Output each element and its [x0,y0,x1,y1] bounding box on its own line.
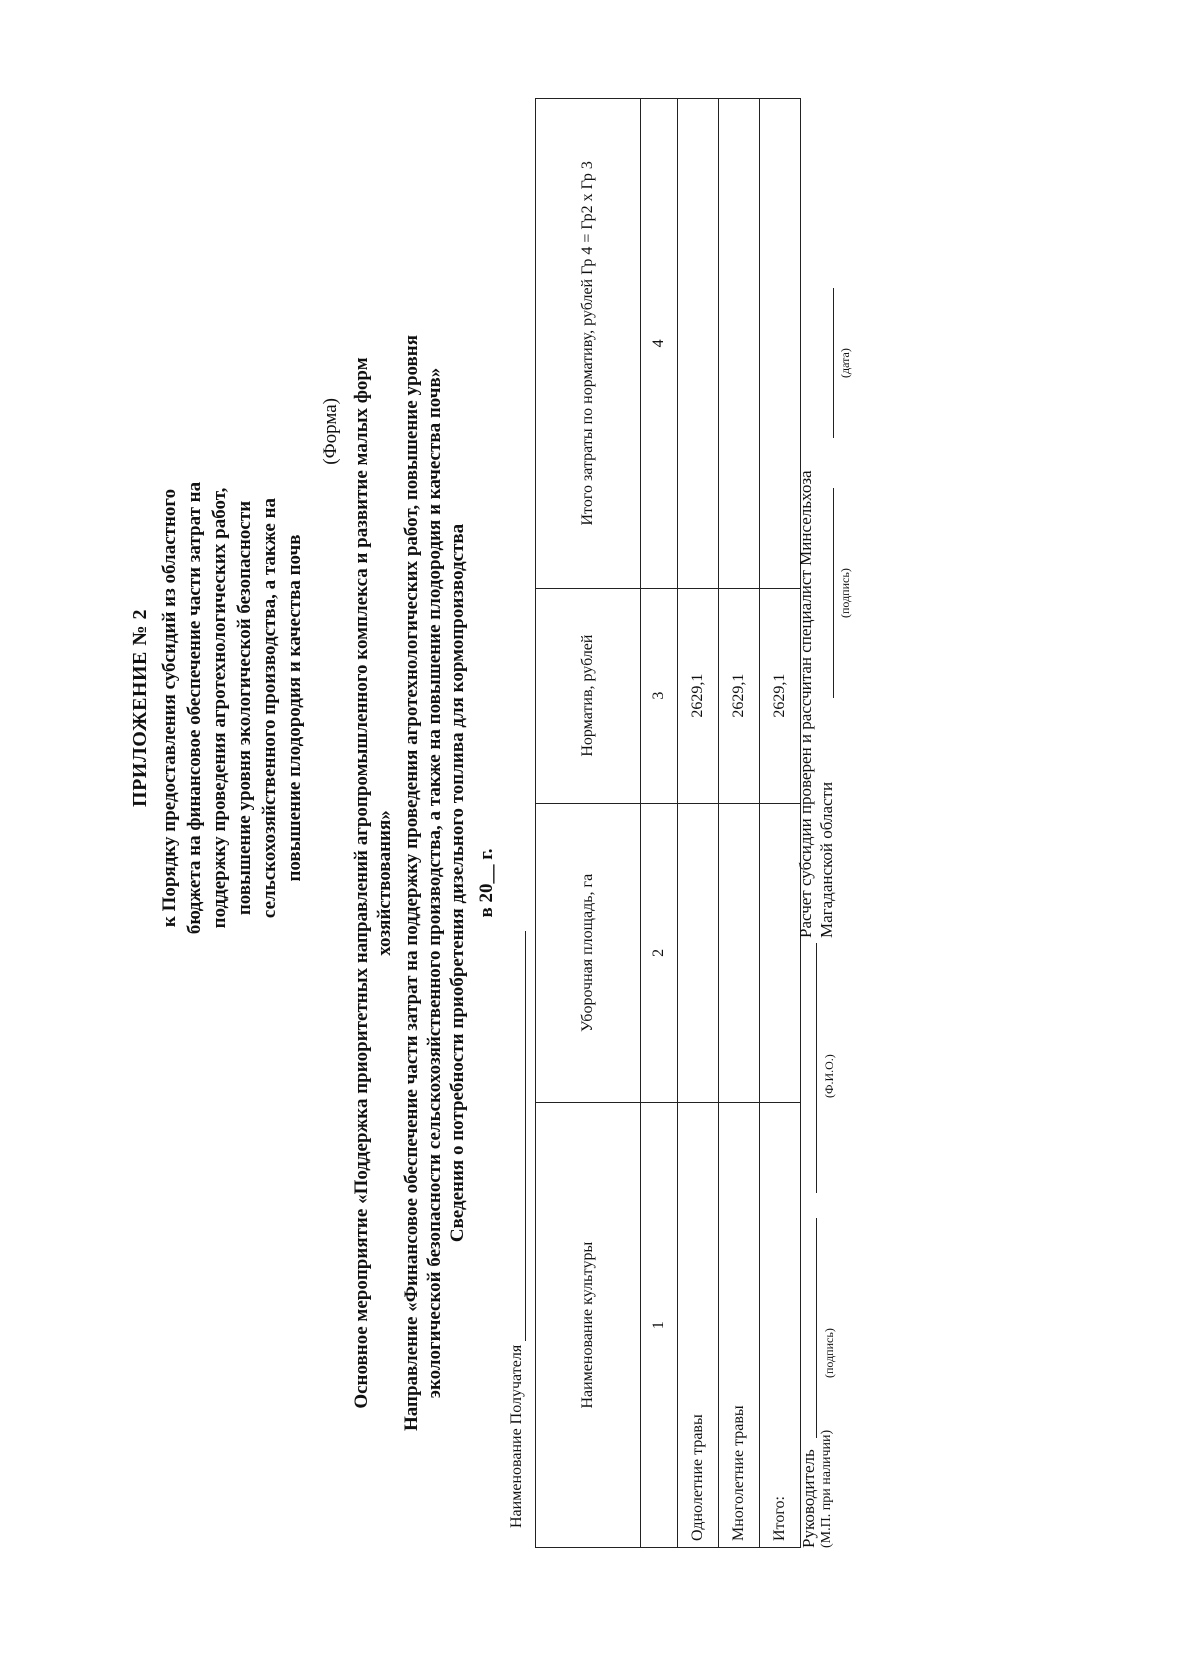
recipient-input-line[interactable] [509,931,526,1341]
appendix-line: к Порядку предоставления субсидий из областного [159,488,180,928]
recipient-label: Наименование Получателя [508,1344,525,1528]
year-title: в 20__ г. [476,848,497,918]
cell-norm: 2629,1 [760,588,801,803]
date-line[interactable] [832,288,834,438]
header-total-cost: Итого затраты по нормативу, рублей Гр 4 = Гр2 х Гр 3 [536,99,641,589]
form-label: (Форма) [320,398,341,465]
head-fio-line[interactable] [815,943,817,1193]
specialist-signature-line[interactable] [832,488,834,698]
header-norm: Норматив, рублей [536,588,641,803]
cell-area[interactable] [719,803,760,1103]
appendix-line: повышение плодородия и качества почв [284,534,305,882]
appendix-line: поддержку проведения агротехнологических работ, [209,487,230,929]
cell-area[interactable] [678,803,719,1103]
table-row [678,99,719,1548]
column-number: 3 [641,588,678,803]
cell-total[interactable] [719,99,760,589]
cell-crop-name: Итого: [760,1103,801,1548]
header-harvest-area: Уборочная площадь, га [536,803,641,1103]
main-event-title-cont: хозяйствования» [374,810,395,956]
column-number: 2 [641,803,678,1103]
head-signature-block [800,1430,836,1548]
cell-crop-name: Многолетние травы [719,1103,760,1548]
fuel-table [535,98,801,1548]
main-event-title: Основное мероприятие «Поддержка приоритетных направлений агропромышленного комплекса и развитие малых форм [351,357,372,1409]
table-column-numbers-row [641,99,678,1548]
cell-norm: 2629,1 [719,588,760,803]
head-fio-caption: (Ф.И.О.) [822,1054,836,1098]
recipient-field [508,931,526,1528]
direction-title-cont: экологической безопасности сельскохозяйственного производства, а также на повышение плодородия и качества почв» [424,367,445,1399]
header-crop-name: Наименование культуры [536,1103,641,1548]
info-title: Сведения о потребности приобретения дизельного топлива для кормопроизводства [447,523,468,1243]
appendix-line: бюджета на финансовое обеспечение части затрат на [184,481,205,935]
head-label: Руководитель [799,1449,818,1548]
head-signature-caption: (подпись) [822,1328,836,1378]
appendix-block [128,428,307,988]
appendix-line: повышение уровня экологической безопасности [234,500,255,916]
verification-line-2: Магаданской области [817,781,836,938]
appendix-number: ПРИЛОЖЕНИЕ № 2 [129,609,151,807]
verification-block [795,470,837,938]
appendix-line: сельскохозяйственного производства, а также на [259,497,280,919]
cell-norm: 2629,1 [678,588,719,803]
date-caption: (дата) [838,348,852,378]
cell-crop-name: Однолетние травы [678,1103,719,1548]
column-number: 4 [641,99,678,589]
head-signature-line[interactable] [815,1218,817,1438]
table-header-row [536,99,641,1548]
cell-total[interactable] [678,99,719,589]
specialist-signature-caption: (подпись) [838,568,852,618]
verification-line-1: Расчет субсидии проверен и рассчитан специалист Минсельхоза [796,470,815,938]
document-headings [350,238,498,1528]
column-number: 1 [641,1103,678,1548]
table-row [719,99,760,1548]
seal-note: (М.П. при наличии) [819,1429,834,1548]
direction-title: Направление «Финансовое обеспечение части затрат на поддержку проведения агротехнологических работ, повышение уровня [401,334,422,1432]
